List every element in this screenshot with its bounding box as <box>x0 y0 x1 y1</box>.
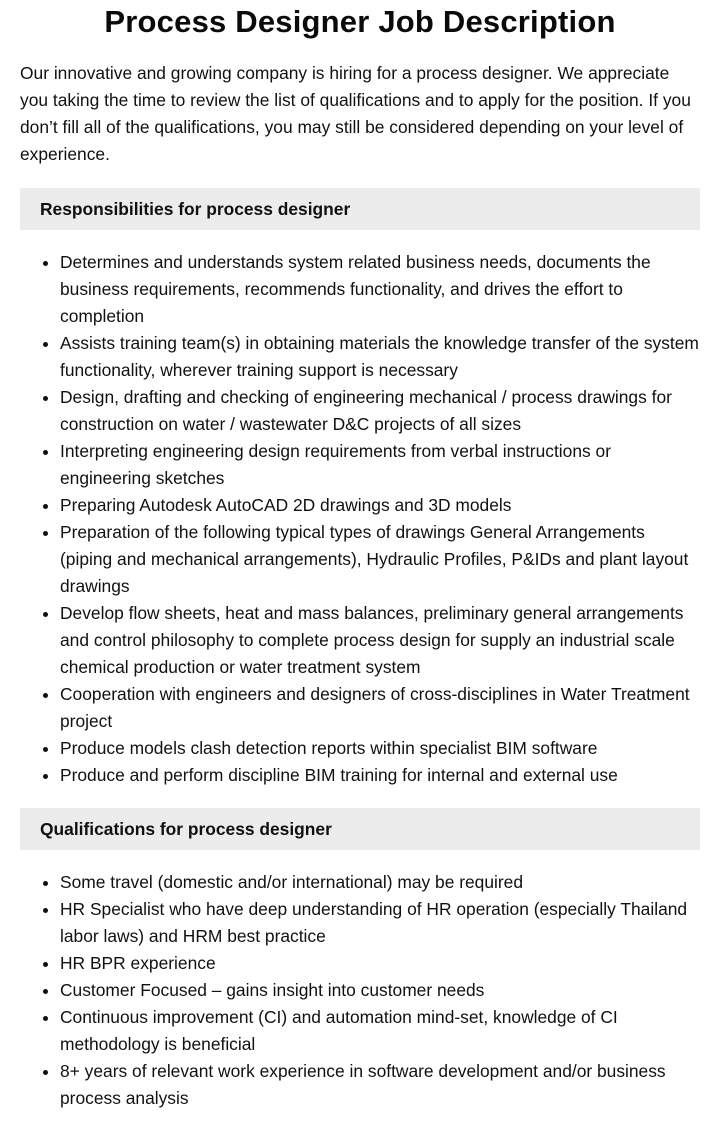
list-item: • Assists training team(s) in obtaining materials the knowledge transfer of the system functionality, wherever training support is necessary <box>60 330 700 384</box>
list-item: • 8+ years of relevant work experience in software development and/or business process analysis <box>60 1058 700 1112</box>
responsibilities-list <box>20 249 700 789</box>
list-item: • Preparation of the following typical types of drawings General Arrangements (piping and mechanical arrangements), Hydraulic Profiles, P&IDs and plant layout drawings <box>60 519 700 600</box>
list-item: • Continuous improvement (CI) and automation mind-set, knowledge of CI methodology is beneficial <box>60 1004 700 1058</box>
list-item: • HR Specialist who have deep understanding of HR operation (especially Thailand labor laws) and HRM best practice <box>60 896 700 950</box>
page-title: Process Designer Job Description <box>104 4 616 39</box>
list-item: • Produce models clash detection reports within specialist BIM software <box>60 735 700 762</box>
list-item: • HR BPR experience <box>60 950 700 977</box>
intro-paragraph: Our innovative and growing company is hiring for a process designer. We appreciate you taking the time to review the list of qualifications and to apply for the position. If you don’t fill all of the qualifications, you may still be considered depending on your level of experience. <box>20 63 691 164</box>
list-item: • Preparing Autodesk AutoCAD 2D drawings and 3D models <box>60 492 700 519</box>
list-item: • Develop flow sheets, heat and mass balances, preliminary general arrangements and control philosophy to complete process design for supply an industrial scale chemical production or water treatment system <box>60 600 700 681</box>
qualifications-list <box>20 869 700 1112</box>
responsibilities-heading: Responsibilities for process designer <box>20 188 700 230</box>
list-item: • Design, drafting and checking of engineering mechanical / process drawings for construction on water / wastewater D&C projects of all sizes <box>60 384 700 438</box>
list-item: • Some travel (domestic and/or international) may be required <box>60 869 700 896</box>
qualifications-heading: Qualifications for process designer <box>20 808 700 850</box>
list-item: • Produce and perform discipline BIM training for internal and external use <box>60 762 700 789</box>
list-item: • Cooperation with engineers and designers of cross-disciplines in Water Treatment project <box>60 681 700 735</box>
list-item: • Customer Focused – gains insight into customer needs <box>60 977 700 1004</box>
list-item: • Determines and understands system related business needs, documents the business requirements, recommends functionality, and drives the effort to completion <box>60 249 700 330</box>
list-item: • Interpreting engineering design requirements from verbal instructions or engineering sketches <box>60 438 700 492</box>
